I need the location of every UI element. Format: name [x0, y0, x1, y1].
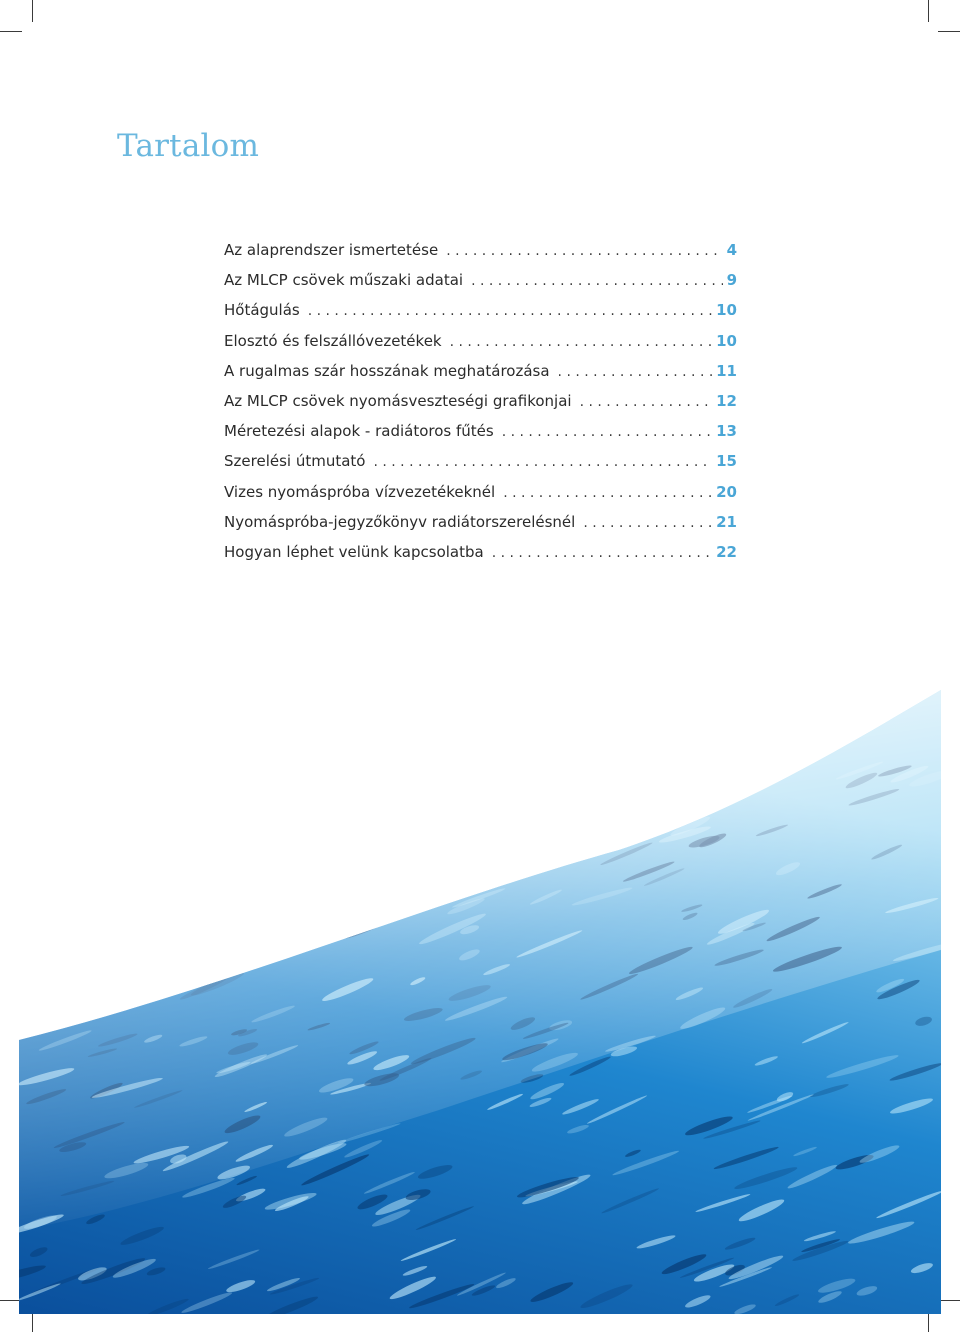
toc-entry[interactable] [224, 332, 737, 362]
toc-entry-label: Méretezési alapok - radiátoros fűtés [224, 422, 494, 441]
water-ripple-highlight [110, 822, 176, 849]
page-title: Tartalom [117, 128, 260, 164]
water-ripple-highlight [417, 762, 462, 784]
toc-entry-label: Elosztó és felszállóvezetékek [224, 331, 442, 350]
water-ripple-shadow [495, 767, 557, 792]
water-ripple-shadow [615, 808, 672, 836]
water-ripple-shadow [164, 785, 185, 795]
toc-entry-page-number: 12 [716, 391, 737, 410]
toc-entry-page-number: 10 [716, 331, 737, 350]
water-ripple-highlight [309, 836, 356, 862]
water-ripple-highlight [241, 813, 280, 831]
water-ripple-highlight [19, 811, 51, 834]
water-ripple-highlight [366, 781, 391, 795]
toc-entry[interactable] [224, 392, 737, 422]
water-ripple-shadow [121, 920, 175, 943]
toc-entry-page-number: 13 [716, 422, 737, 441]
water-ripple-highlight [87, 983, 110, 996]
water-ripple-highlight [19, 869, 47, 892]
toc-entry-page-number: 21 [716, 512, 737, 531]
toc-dot-leader [471, 273, 723, 289]
water-ripple-shadow [336, 783, 402, 818]
toc-entry[interactable] [224, 422, 737, 452]
toc-dot-leader [446, 243, 722, 259]
toc-entry-label: Hőtágulás [224, 301, 300, 320]
crop-mark-top-left [32, 0, 33, 22]
toc-entry[interactable] [224, 362, 737, 392]
table-of-contents [224, 241, 737, 573]
water-ripple-shadow [96, 837, 114, 849]
water-ripple-shadow [379, 766, 430, 787]
toc-entry-page-number: 11 [716, 361, 737, 380]
water-ripple-shadow [194, 825, 265, 851]
toc-entry[interactable] [224, 271, 737, 301]
water-ripple-shadow [19, 853, 50, 884]
water-ripple-highlight [210, 882, 252, 903]
water-ripple-shadow [113, 885, 137, 895]
water-ripple-highlight [72, 883, 97, 899]
crop-mark-top-left-h [0, 31, 22, 32]
water-ripple-highlight [19, 991, 78, 1017]
water-ripple-shadow [280, 843, 350, 870]
toc-entry[interactable] [224, 241, 737, 271]
toc-entry-page-number: 4 [726, 241, 737, 259]
water-ripple-shadow [374, 820, 442, 851]
water-ripple-highlight [228, 828, 262, 845]
toc-entry[interactable] [224, 543, 737, 573]
water-ripple-shadow [324, 771, 356, 790]
water-ripple-highlight [201, 917, 261, 946]
water-ripple-highlight [336, 898, 366, 914]
water-ripple-shadow [140, 758, 206, 785]
toc-entry-label: Az MLCP csövek műszaki adatai [224, 271, 464, 290]
toc-entry-label: A rugalmas szár hosszának meghatározása [224, 361, 550, 380]
water-ripple-shadow [281, 890, 327, 914]
water-ripple-shadow [143, 861, 171, 873]
crop-mark-top-right-h [938, 31, 960, 32]
water-ripple-shadow [311, 841, 366, 865]
toc-entry-label: Vizes nyomáspróba vízvezetékeknél [224, 482, 496, 501]
water-ripple-highlight [25, 792, 97, 819]
water-ripple-shadow [183, 946, 241, 969]
water-ripple-highlight [499, 805, 551, 831]
water-ripple-highlight [19, 858, 53, 880]
toc-entry-page-number: 9 [726, 271, 737, 290]
toc-entry-page-number: 15 [716, 452, 737, 471]
water-ripple-shadow [598, 822, 623, 836]
crop-mark-bottom-right-h [938, 1300, 960, 1301]
toc-dot-leader [450, 334, 713, 350]
toc-dot-leader [308, 303, 712, 319]
water-ripple-highlight [546, 801, 578, 814]
toc-entry[interactable] [224, 513, 737, 543]
toc-dot-leader [492, 545, 712, 561]
toc-entry-label: Az MLCP csövek nyomásveszteségi grafikonjai [224, 391, 572, 410]
water-surface-image [19, 690, 941, 1314]
toc-entry[interactable] [224, 301, 737, 331]
water-ripple-highlight [463, 815, 480, 826]
water-ripple-highlight [35, 983, 92, 1005]
water-ripple-highlight [305, 823, 340, 839]
water-ripple-shadow [227, 906, 300, 930]
toc-dot-leader [503, 485, 712, 501]
water-ripple-highlight [25, 909, 68, 927]
water-ripple-shadow [136, 853, 160, 865]
toc-dot-leader [502, 424, 712, 440]
water-ripple-shadow [22, 958, 70, 978]
toc-entry-label: Az alaprendszer ismertetése [224, 241, 439, 259]
water-ripple-shadow [93, 810, 127, 826]
water-ripple-highlight [76, 824, 103, 835]
toc-entry-label: Szerelési útmutató [224, 452, 366, 471]
toc-dot-leader [558, 364, 713, 380]
toc-dot-leader [373, 454, 712, 470]
toc-dot-leader [580, 394, 713, 410]
water-ripple-highlight [163, 946, 204, 967]
water-ripple-highlight [184, 832, 243, 854]
toc-entry-label: Nyomáspróba-jegyzőkönyv radiátorszerelésnél [224, 512, 576, 531]
toc-entry[interactable] [224, 483, 737, 513]
water-ripple-shadow [112, 865, 145, 882]
toc-entry-page-number: 20 [716, 482, 737, 501]
toc-dot-leader [583, 515, 712, 531]
water-ripple-shadow [219, 868, 274, 896]
toc-entry-page-number: 22 [716, 542, 737, 561]
water-ripple-shadow [405, 854, 449, 878]
water-ripple-shadow [424, 842, 473, 867]
water-ripple-highlight [19, 969, 74, 1000]
toc-entry-label: Hogyan léphet velünk kapcsolatba [224, 542, 484, 561]
water-ripple-shadow [365, 867, 405, 883]
water-ripple-highlight [530, 828, 588, 855]
water-ripple-highlight [19, 1000, 47, 1029]
toc-entry[interactable] [224, 452, 737, 482]
water-ripple-highlight [322, 898, 352, 912]
crop-mark-top-right [928, 0, 929, 22]
toc-entry-page-number: 10 [716, 301, 737, 320]
water-ripple-highlight [318, 796, 382, 827]
